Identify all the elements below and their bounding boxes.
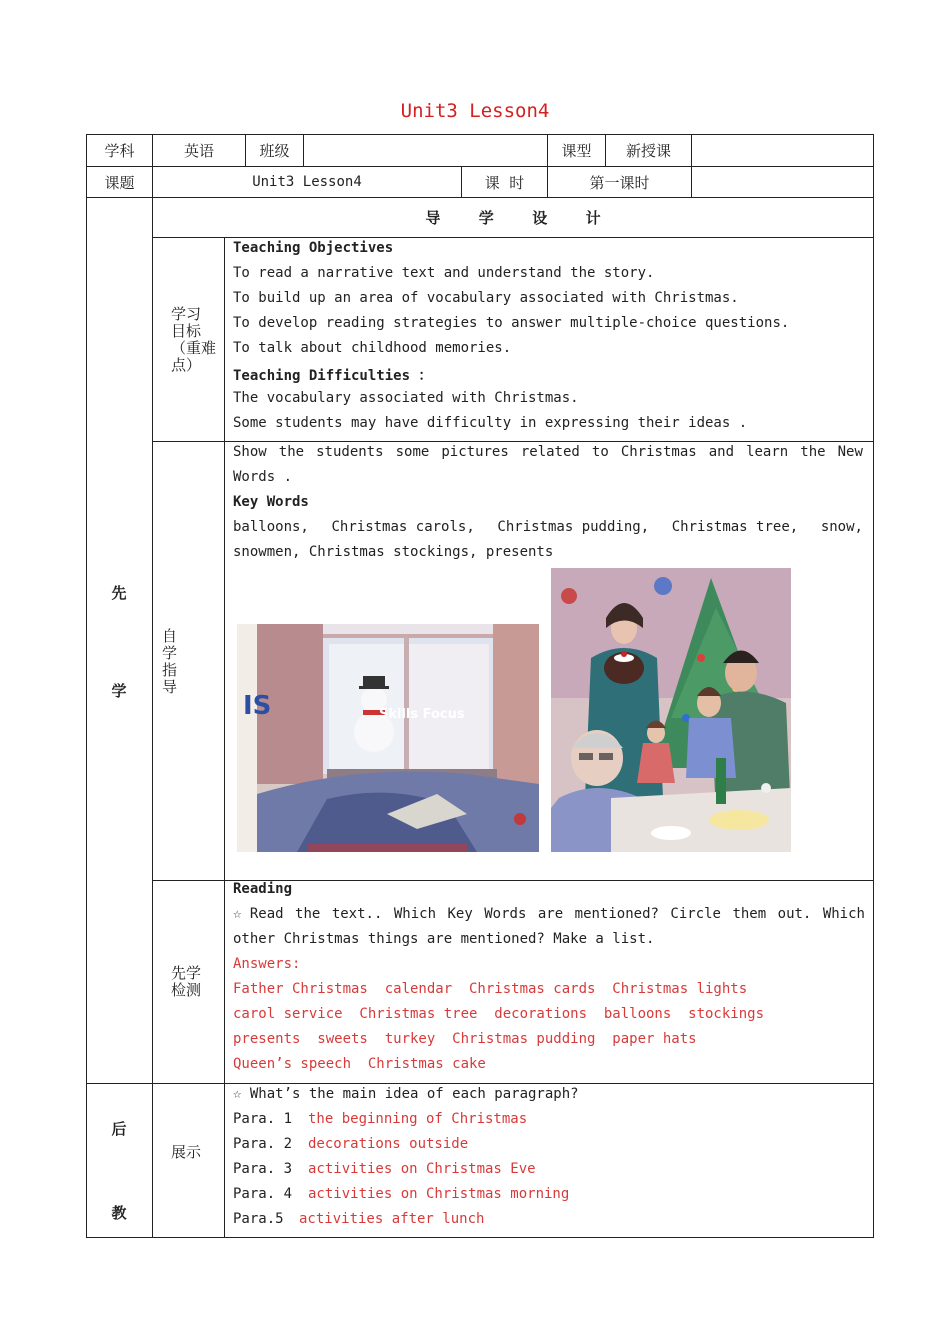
guide-content xyxy=(224,441,874,881)
answer-line: Father Christmas calendar Christmas cards Christmas lights xyxy=(233,981,748,997)
class-value xyxy=(303,134,548,167)
period-value: 第一课时 xyxy=(547,166,692,198)
first-char: 先 xyxy=(111,584,127,602)
check-content xyxy=(224,880,874,1084)
key-words-line2: snowmen, Christmas stockings, presents xyxy=(233,544,554,560)
guide-intro-line: Show the students some pictures related to Christmas and learn the New xyxy=(233,444,863,460)
blank-cell xyxy=(691,134,874,167)
reading-question-line: ☆ Read the text.. Which Key Words are mentioned? Circle them out. Which xyxy=(233,906,865,922)
para-row xyxy=(233,1111,527,1127)
guide-label-cell xyxy=(152,441,225,881)
guide-label: 自 学 指 导 xyxy=(162,627,178,696)
class-label: 班级 xyxy=(245,134,304,167)
reading-question-line2: other Christmas things are mentioned? Make a list. xyxy=(233,931,655,947)
page-title: Unit3 Lesson4 xyxy=(400,100,550,122)
para-row xyxy=(233,1211,484,1227)
objective-item: To develop reading strategies to answer multiple-choice questions. xyxy=(233,315,790,331)
type-label: 课型 xyxy=(547,134,606,167)
para-row xyxy=(233,1136,468,1152)
para-idea: decorations outside xyxy=(308,1136,469,1152)
family-christmas-image xyxy=(551,568,791,852)
para-row xyxy=(233,1161,536,1177)
type-value: 新授课 xyxy=(605,134,692,167)
study-char: 学 xyxy=(111,682,127,700)
para-number: Para. 1 xyxy=(233,1111,293,1127)
first-study-column xyxy=(86,197,153,1084)
objectives-label-cell xyxy=(152,237,225,442)
subject-value: 英语 xyxy=(152,134,246,167)
key-words-heading: Key Words xyxy=(233,494,309,510)
after-char: 后 xyxy=(111,1120,127,1138)
para-idea: activities on Christmas morning xyxy=(308,1186,570,1202)
para-idea: the beginning of Christmas xyxy=(308,1111,528,1127)
para-row xyxy=(233,1186,569,1202)
main-idea-question: ☆ What’s the main idea of each paragraph? xyxy=(233,1086,579,1102)
difficulties-heading: Teaching Difficulties ： xyxy=(233,368,433,384)
objective-item: To talk about childhood memories. xyxy=(233,340,512,356)
objective-item: To read a narrative text and understand the story. xyxy=(233,265,655,281)
show-label: 展示 xyxy=(171,1143,202,1161)
answer-line: presents sweets turkey Christmas pudding paper hats xyxy=(233,1031,697,1047)
guide-intro-line2: Words . xyxy=(233,469,293,485)
para-number: Para. 3 xyxy=(233,1161,293,1177)
check-label: 先学 检测 xyxy=(171,964,202,999)
snowman-window-image xyxy=(237,624,539,852)
reading-heading: Reading xyxy=(233,881,293,897)
para-number: Para. 2 xyxy=(233,1136,293,1152)
para-number: Para. 4 xyxy=(233,1186,293,1202)
topic-label: 课题 xyxy=(86,166,153,198)
show-label-cell xyxy=(152,1083,225,1238)
para-idea: activities after lunch xyxy=(299,1211,485,1227)
objectives-label: 学习 目标 （重难 点） xyxy=(171,305,217,374)
check-label-cell xyxy=(152,880,225,1084)
design-heading: 导 学 设 计 xyxy=(152,197,874,238)
difficulty-item: The vocabulary associated with Christmas. xyxy=(233,390,579,406)
teach-char: 教 xyxy=(111,1204,127,1222)
answers-label: Answers: xyxy=(233,956,301,972)
objectives-heading: Teaching Objectives xyxy=(233,240,394,256)
topic-value: Unit3 Lesson4 xyxy=(152,166,462,198)
skills-focus-text: Skills Focus xyxy=(379,707,465,722)
key-words-line: balloons, Christmas carols, Christmas pudding, Christmas tree, snow, xyxy=(233,519,863,535)
answer-line: Queen’s speech Christmas cake xyxy=(233,1056,486,1072)
blank-cell xyxy=(691,166,874,198)
image-fragment-text: IS xyxy=(243,691,272,721)
para-idea: activities on Christmas Eve xyxy=(308,1161,536,1177)
objectives-content xyxy=(224,237,874,442)
objective-item: To build up an area of vocabulary associated with Christmas. xyxy=(233,290,739,306)
difficulty-item: Some students may have difficulty in expressing their ideas . xyxy=(233,415,748,431)
answer-line: carol service Christmas tree decorations balloons stockings xyxy=(233,1006,765,1022)
subject-label: 学科 xyxy=(86,134,153,167)
after-teach-column xyxy=(86,1083,153,1238)
show-content xyxy=(224,1083,874,1238)
para-number: Para.5 xyxy=(233,1211,284,1227)
period-label: 课 时 xyxy=(461,166,548,198)
